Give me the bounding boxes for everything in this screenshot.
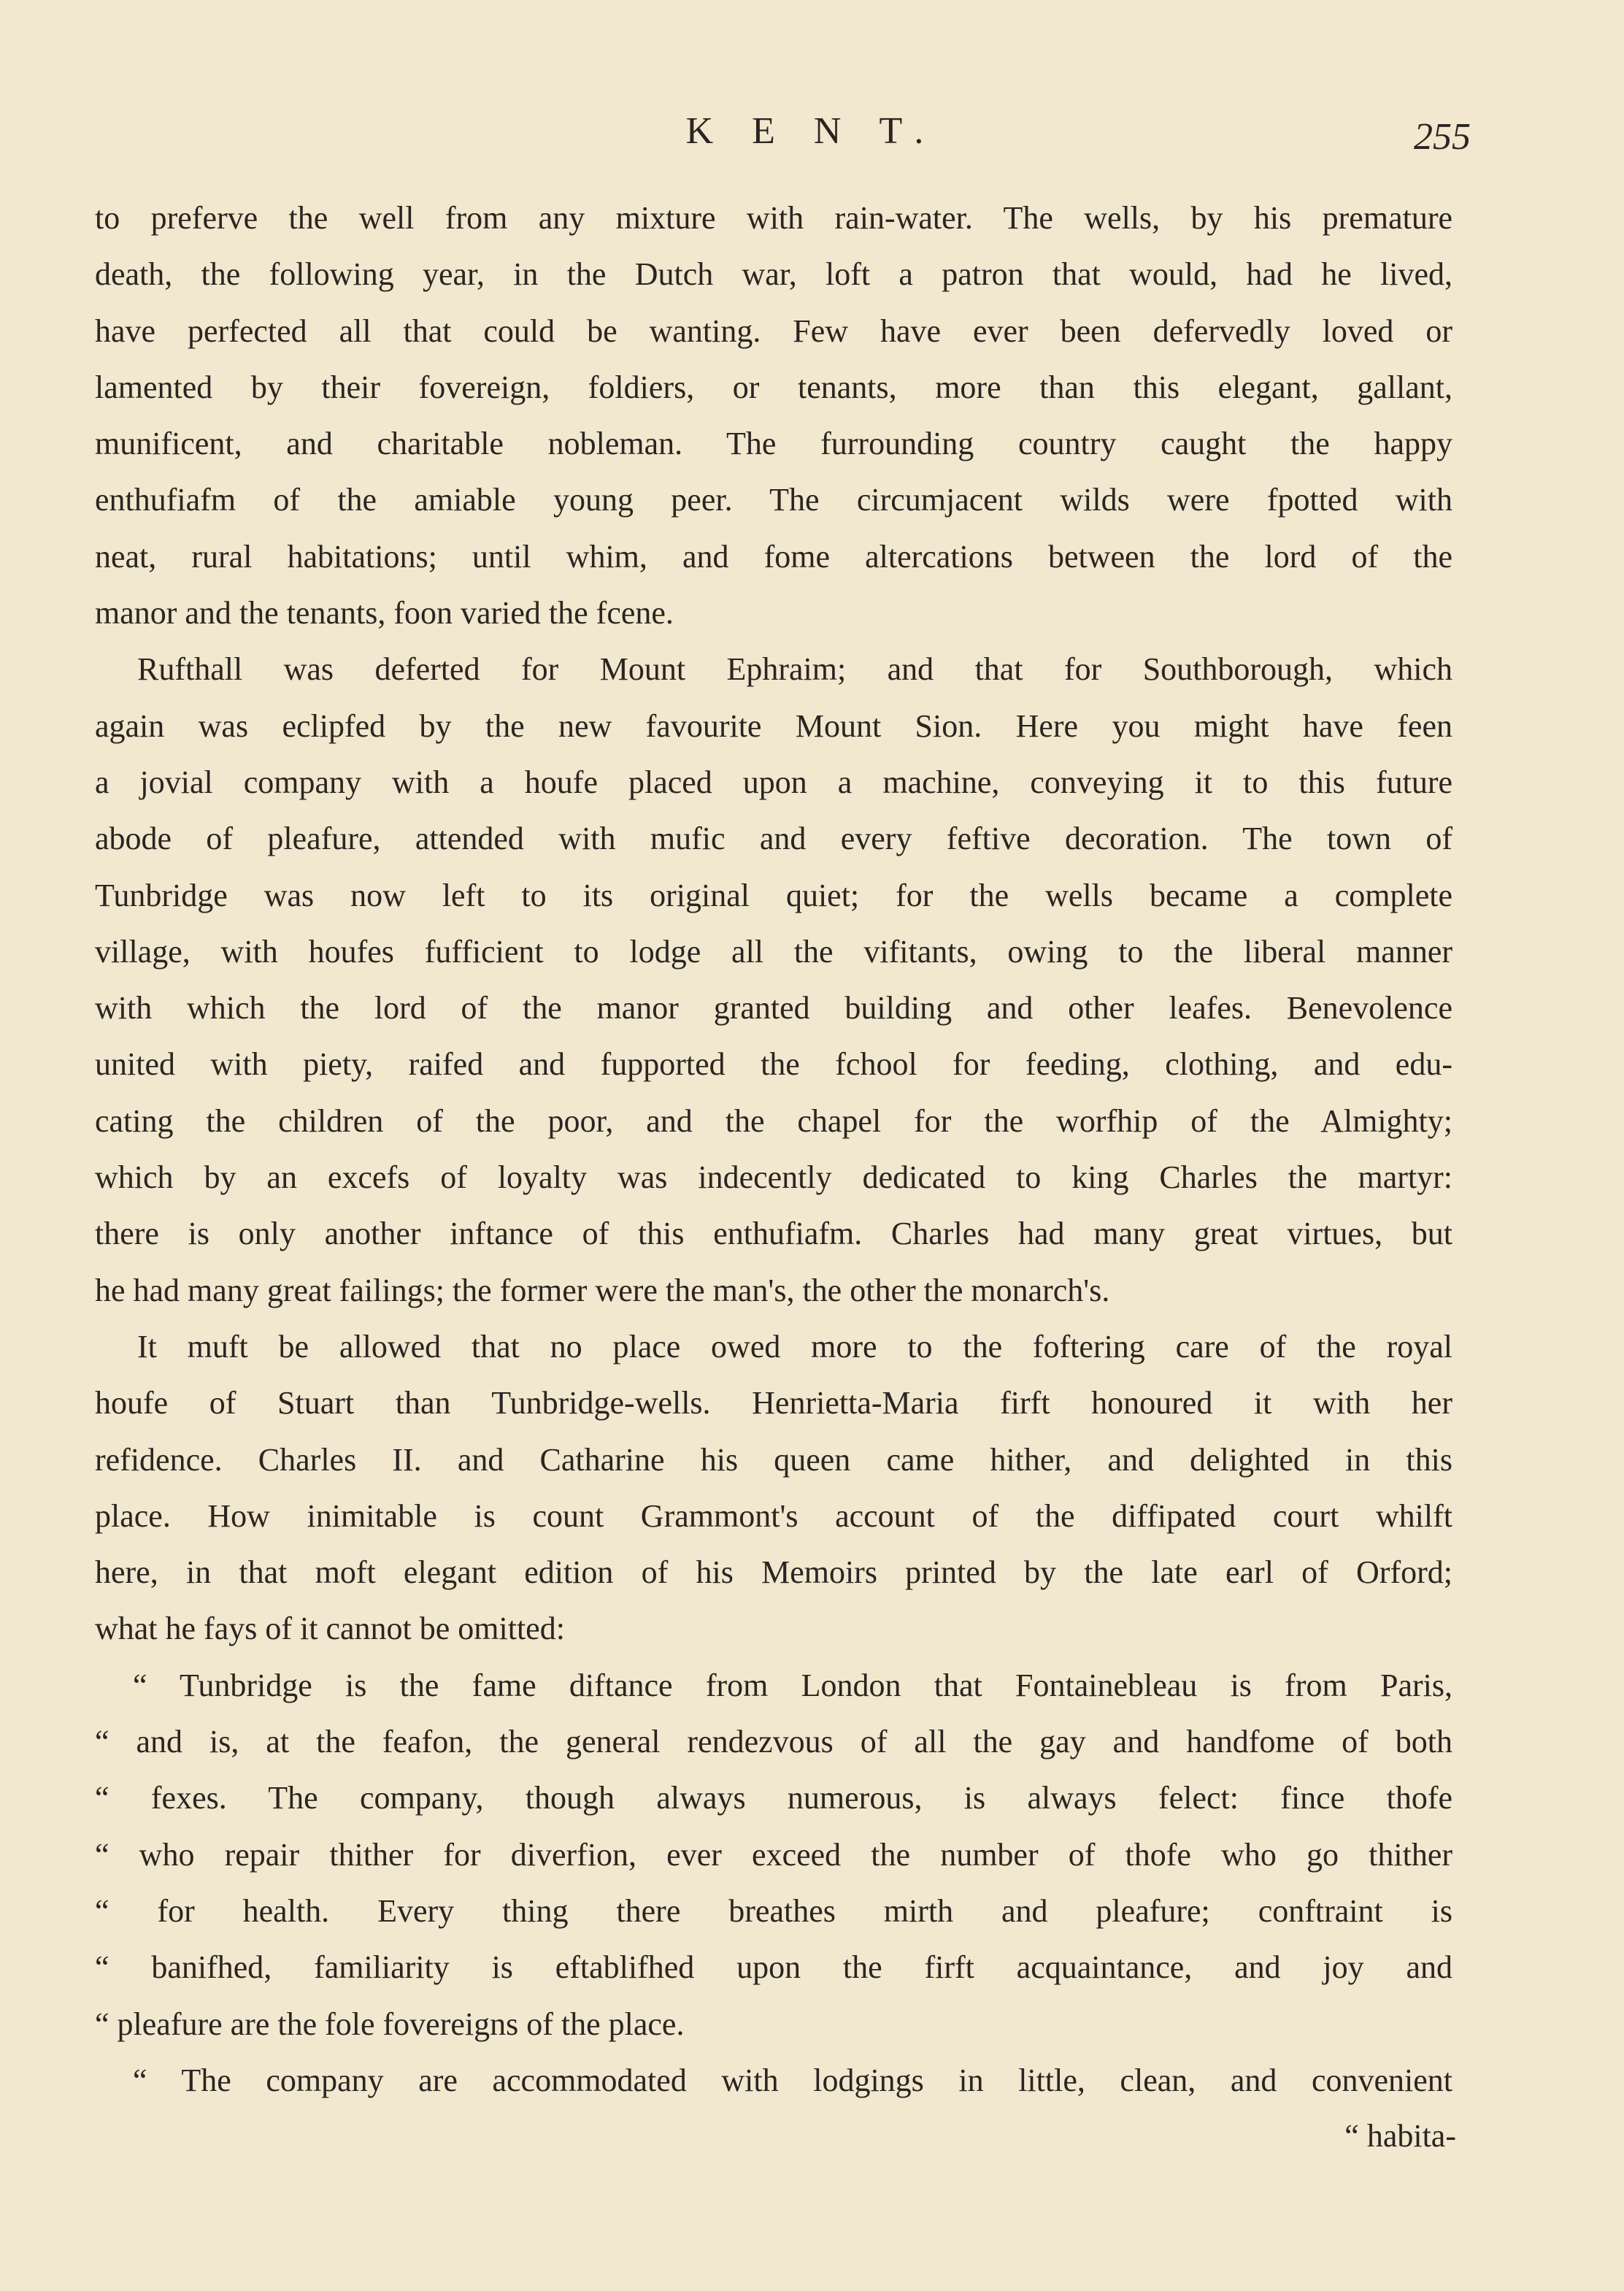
text-line: refidence. Charles II. and Catharine his queen came hither, and delighted in this: [95, 1441, 1452, 1478]
quote-line: “ The company are accommodated with lodgings in little, clean, and convenient: [133, 2062, 1452, 2098]
quote-line: “ Tunbridge is the fame diftance from London that Fontainebleau is from Paris,: [133, 1667, 1452, 1703]
text-line: enthufiafm of the amiable young peer. The circumjacent wilds were fpotted with: [95, 482, 1452, 518]
text-line: with which the lord of the manor granted building and other leafes. Benevolence: [95, 990, 1452, 1026]
text-line: which by an excefs of loyalty was indecently dedicated to king Charles the martyr:: [95, 1159, 1452, 1196]
text-line: manor and the tenants, foon varied the fcene.: [95, 595, 674, 632]
text-line: there is only another inftance of this enthufiafm. Charles had many great virtues, but: [95, 1216, 1452, 1252]
text-line: death, the following year, in the Dutch war, loft a patron that would, had he lived,: [95, 256, 1452, 293]
running-head: K E N T.: [685, 110, 939, 152]
text-line: abode of pleafure, attended with mufic and every feftive decoration. The town of: [95, 821, 1452, 857]
text-line: what he fays of it cannot be omitted:: [95, 1611, 565, 1647]
quote-line: “ fexes. The company, though always numerous, is always felect: fince thofe: [95, 1780, 1452, 1816]
text-line: Rufthall was deferted for Mount Ephraim; and that for Southborough, which: [137, 651, 1452, 688]
text-line: he had many great failings; the former were the man's, the other the monarch's.: [95, 1272, 1110, 1308]
text-line: to preferve the well from any mixture with rain-water. The wells, by his premature: [95, 200, 1452, 236]
text-line: munificent, and charitable nobleman. The furrounding country caught the happy: [95, 426, 1452, 462]
quote-line: “ who repair thither for diverfion, ever exceed the number of thofe who go thither: [95, 1836, 1452, 1873]
text-line: It muft be allowed that no place owed more to the foftering care of the royal: [137, 1328, 1452, 1365]
text-line: here, in that moft elegant edition of his Memoirs printed by the late earl of Orford;: [95, 1554, 1452, 1591]
text-line: cating the children of the poor, and the chapel for the worfhip of the Almighty;: [95, 1102, 1452, 1139]
quote-line: “ for health. Every thing there breathes mirth and pleafure; conftraint is: [95, 1892, 1452, 1929]
text-line: Tunbridge was now left to its original quiet; for the wells became a complete: [95, 877, 1452, 913]
text-line: again was eclipfed by the new favourite Mount Sion. Here you might have feen: [95, 707, 1452, 744]
page-number: 255: [1414, 116, 1471, 158]
text-line: a jovial company with a houfe placed upon a machine, conveying it to this future: [95, 764, 1452, 800]
text-line: lamented by their fovereign, foldiers, or tenants, more than this elegant, gallant,: [95, 369, 1452, 405]
text-line: village, with houfes fufficient to lodge all the vifitants, owing to the liberal manner: [95, 933, 1452, 970]
text-line: place. How inimitable is count Grammont's account of the diffipated court whilft: [95, 1497, 1452, 1534]
quote-line: “ banifhed, familiarity is eftablifhed upon the firft acquaintance, and joy and: [95, 1949, 1452, 1986]
text-line: united with piety, raifed and fupported the fchool for feeding, clothing, and edu-: [95, 1046, 1452, 1083]
quote-line: “ and is, at the feafon, the general rendezvous of all the gay and handfome of both: [95, 1724, 1452, 1760]
catchword: “ habita-: [1344, 2118, 1456, 2154]
quote-line: “ pleafure are the fole fovereigns of the place.: [95, 2006, 685, 2042]
text-line: neat, rural habitations; until whim, and fome altercations between the lord of the: [95, 538, 1452, 575]
text-line: houfe of Stuart than Tunbridge-wells. Henrietta-Maria firft honoured it with her: [95, 1385, 1452, 1421]
text-line: have perfected all that could be wanting. Few have ever been defervedly loved or: [95, 312, 1452, 349]
body-text: [95, 190, 1452, 2108]
